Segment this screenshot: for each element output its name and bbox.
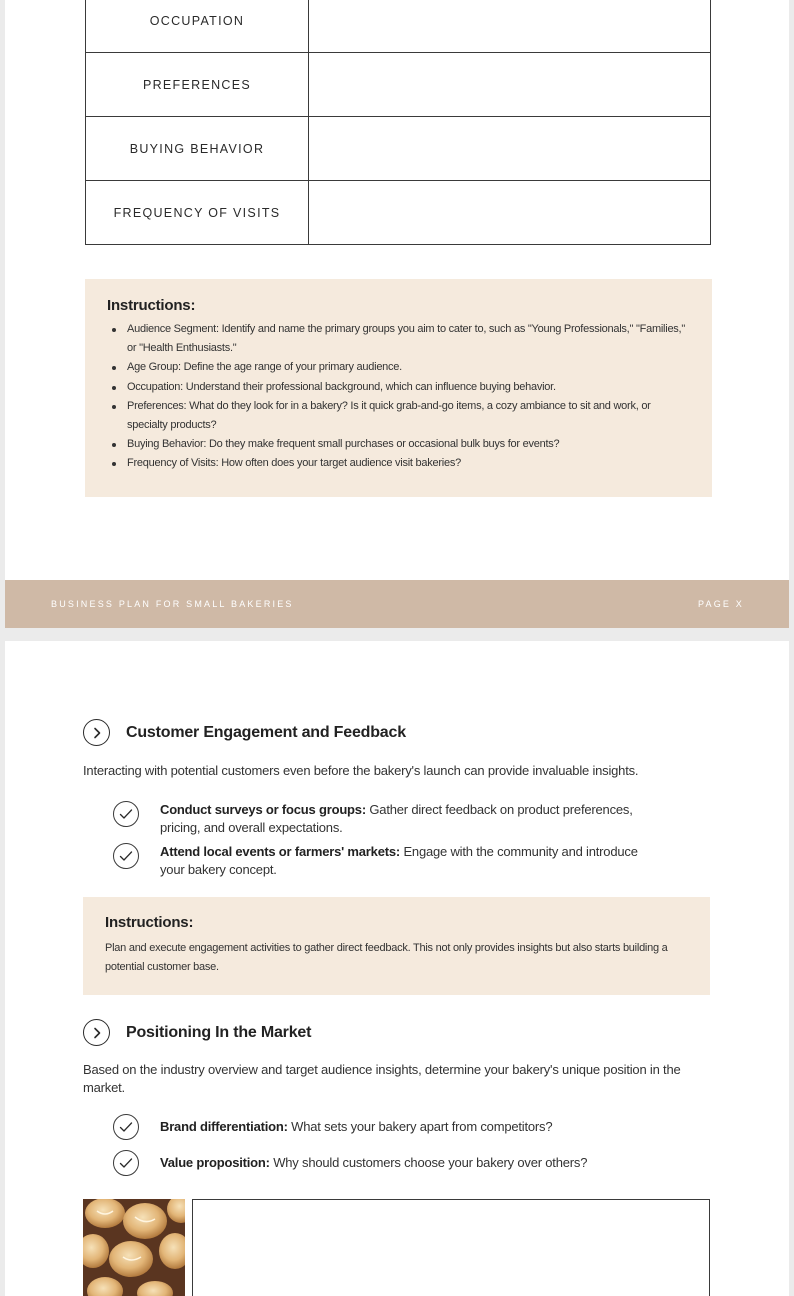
page-footer <box>5 580 789 628</box>
row-label: PREFERENCES <box>86 53 309 117</box>
list-item: Audience Segment: Identify and name the primary groups you aim to cater to, such as "Young Professionals," "Families," or "Health Enthusiasts." <box>107 320 690 358</box>
audience-profile-table <box>85 0 711 245</box>
list-item: Frequency of Visits: How often does your target audience visit bakeries? <box>107 454 690 473</box>
check-circle-icon <box>113 1114 139 1140</box>
row-value-cell[interactable] <box>309 0 711 53</box>
checklist-item-text <box>160 843 652 878</box>
answer-box[interactable] <box>192 1199 710 1296</box>
table-row <box>86 0 711 53</box>
instructions-list <box>107 320 690 474</box>
bread-rolls-photo <box>83 1199 185 1296</box>
row-label: FREQUENCY OF VISITS <box>86 181 309 245</box>
list-item: Preferences: What do they look for in a bakery? Is it quick grab-and-go items, a cozy ambiance to sit and work, or specialty products? <box>107 397 690 435</box>
checklist-item <box>113 1150 652 1176</box>
table-row <box>86 117 711 181</box>
row-value-cell[interactable] <box>309 53 711 117</box>
checklist-item-body: What sets your bakery apart from competitors? <box>287 1119 553 1134</box>
page-1 <box>5 0 789 628</box>
table-row <box>86 53 711 117</box>
checklist-item <box>113 1114 652 1140</box>
checklist-item-body: Engage with the community and introduce your bakery concept. <box>160 844 638 877</box>
row-value-cell[interactable] <box>309 181 711 245</box>
instructions-title: Instructions: <box>105 914 194 931</box>
checklist-item-heading: Value proposition: <box>160 1155 270 1170</box>
instructions-title: Instructions: <box>107 297 196 314</box>
row-label: OCCUPATION <box>86 0 309 53</box>
list-item: Buying Behavior: Do they make frequent small purchases or occasional bulk buys for events? <box>107 435 690 454</box>
row-value-cell[interactable] <box>309 117 711 181</box>
section-title: Customer Engagement and Feedback <box>126 723 406 741</box>
checklist-item-heading: Conduct surveys or focus groups: <box>160 802 366 817</box>
list-item: Age Group: Define the age range of your primary audience. <box>107 358 690 377</box>
instructions-text: Plan and execute engagement activities to gather direct feedback. This not only provides insights but also starts building a potential customer base. <box>105 942 668 974</box>
checklist-item-body: Gather direct feedback on product preferences, pricing, and overall expectations. <box>160 802 633 835</box>
checklist-item-text <box>160 1150 652 1176</box>
table-row <box>86 181 711 245</box>
check-circle-icon <box>113 1150 139 1176</box>
section-intro: Interacting with potential customers even before the bakery's launch can provide invaluable insights. <box>83 763 639 778</box>
instructions-box-engagement <box>83 897 710 995</box>
list-item: Occupation: Understand their professional background, which can influence buying behavior. <box>107 378 690 397</box>
section-header-positioning <box>83 1019 311 1046</box>
section-header-engagement <box>83 719 406 746</box>
section-title: Positioning In the Market <box>126 1023 312 1041</box>
checklist-item-heading: Attend local events or farmers' markets: <box>160 844 401 859</box>
footer-page-number: PAGE X <box>697 599 744 609</box>
checklist-item-body: Why should customers choose your bakery over others? <box>269 1155 588 1170</box>
check-circle-icon <box>113 801 139 827</box>
instructions-box-audience <box>85 279 712 497</box>
checklist-item-text <box>160 1114 652 1140</box>
checklist-item-heading: Brand differentiation: <box>160 1119 288 1134</box>
section-intro: Based on the industry overview and target audience insights, determine your bakery's unique position in the market. <box>83 1062 681 1095</box>
page-2 <box>5 641 789 1296</box>
chevron-right-circle-icon <box>83 1019 110 1046</box>
chevron-right-circle-icon <box>83 719 110 746</box>
row-label: BUYING BEHAVIOR <box>86 117 309 181</box>
checklist-item <box>113 843 652 878</box>
checklist-item-text <box>160 801 652 836</box>
checklist-item <box>113 801 652 836</box>
footer-document-title: BUSINESS PLAN FOR SMALL BAKERIES <box>51 599 294 609</box>
check-circle-icon <box>113 843 139 869</box>
